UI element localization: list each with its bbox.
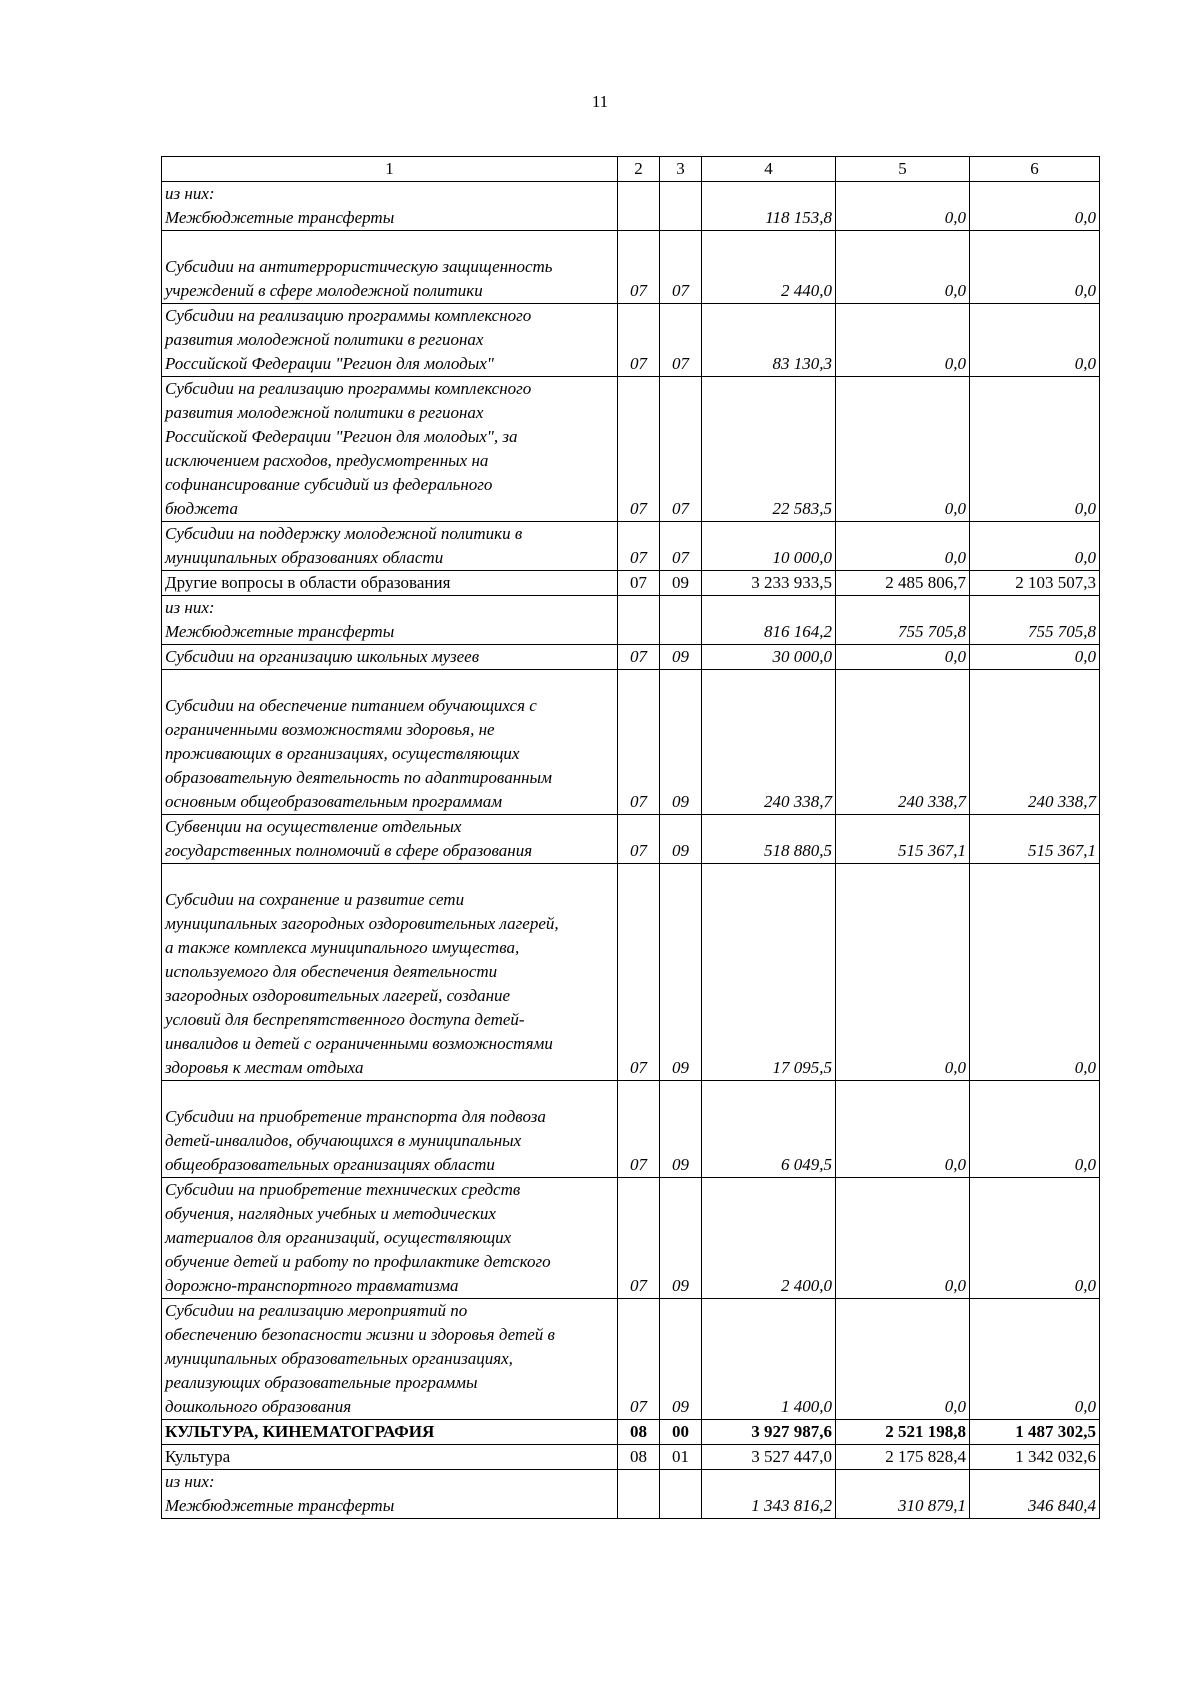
table-row: [162, 645, 1100, 670]
amount-cell-col5: 755 705,8: [836, 596, 970, 645]
row-name-line: обеспечению безопасности жизни и здоровья детей в: [165, 1325, 555, 1344]
row-name-line: обучение детей и работу по профилактике детского: [165, 1252, 551, 1271]
amount-cell-col5: 0,0: [836, 645, 970, 670]
row-name-line: Субсидии на поддержку молодежной политики в: [165, 524, 523, 543]
row-name-line: Межбюджетные трансферты: [165, 1496, 395, 1515]
row-name-line: общеобразовательных организациях области: [165, 1155, 495, 1174]
row-name-cell: [162, 1420, 618, 1445]
table-row: [162, 1081, 1100, 1178]
amount-cell-col5: 310 879,1: [836, 1470, 970, 1519]
amount-cell-col5: 0,0: [836, 377, 970, 522]
header-cell-2: 2: [618, 157, 660, 182]
amount-cell-col4: 1 343 816,2: [702, 1470, 836, 1519]
row-name-line: Субсидии на обеспечение питанием обучающихся с: [165, 696, 537, 715]
amount-cell-col6: 0,0: [970, 182, 1100, 231]
table-row: [162, 1445, 1100, 1470]
subsection-code-cell: 00: [660, 1420, 702, 1445]
amount-cell-col6: 0,0: [970, 1081, 1100, 1178]
row-name-cell: [162, 1081, 618, 1178]
amount-cell-col4: 17 095,5: [702, 864, 836, 1081]
section-code-cell: 08: [618, 1420, 660, 1445]
amount-cell-col4: 22 583,5: [702, 377, 836, 522]
amount-cell-col4: 6 049,5: [702, 1081, 836, 1178]
budget-table: [161, 156, 1100, 1519]
amount-cell-col6: 0,0: [970, 864, 1100, 1081]
amount-cell-col4: 118 153,8: [702, 182, 836, 231]
header-cell-4: 4: [702, 157, 836, 182]
amount-cell-col6: 0,0: [970, 377, 1100, 522]
amount-cell-col4: 3 527 447,0: [702, 1445, 836, 1470]
table-row: [162, 864, 1100, 1081]
section-code-cell: [618, 1470, 660, 1519]
row-name-line: Российской Федерации "Регион для молодых", за: [165, 427, 518, 446]
table-row: [162, 815, 1100, 864]
row-name-line: учреждений в сфере молодежной политики: [165, 281, 483, 300]
row-name-line: Межбюджетные трансферты: [165, 208, 395, 227]
header-row: [162, 157, 1100, 182]
amount-cell-col6: 346 840,4: [970, 1470, 1100, 1519]
row-name-cell: [162, 1470, 618, 1519]
section-code-cell: 07: [618, 670, 660, 815]
amount-cell-col5: 240 338,7: [836, 670, 970, 815]
subsection-code-cell: 09: [660, 1178, 702, 1299]
table-row: [162, 182, 1100, 231]
amount-cell-col6: 1 487 302,5: [970, 1420, 1100, 1445]
amount-cell-col4: 30 000,0: [702, 645, 836, 670]
row-name-line: проживающих в организациях, осуществляющих: [165, 744, 520, 763]
amount-cell-col6: 0,0: [970, 1299, 1100, 1420]
row-name-line: КУЛЬТУРА, КИНЕМАТОГРАФИЯ: [165, 1422, 435, 1441]
amount-cell-col5: 0,0: [836, 182, 970, 231]
row-name-cell: [162, 231, 618, 304]
section-code-cell: [618, 596, 660, 645]
section-code-cell: 08: [618, 1445, 660, 1470]
row-name-line: а также комплекса муниципального имущества,: [165, 938, 520, 957]
row-name-line: Субсидии на реализацию программы комплексного: [165, 306, 532, 325]
row-name-cell: [162, 377, 618, 522]
subsection-code-cell: [660, 596, 702, 645]
row-name-line: Культура: [165, 1447, 231, 1466]
section-code-cell: 07: [618, 1178, 660, 1299]
table-row: [162, 1470, 1100, 1519]
amount-cell-col6: 0,0: [970, 231, 1100, 304]
table-body: [162, 182, 1100, 1519]
table-row: [162, 571, 1100, 596]
amount-cell-col6: 755 705,8: [970, 596, 1100, 645]
row-name-cell: [162, 182, 618, 231]
row-name-line: Субвенции на осуществление отдельных: [165, 817, 462, 836]
amount-cell-col4: 3 927 987,6: [702, 1420, 836, 1445]
row-name-line: Российской Федерации "Регион для молодых": [165, 354, 494, 373]
row-name-line: Субсидии на приобретение транспорта для подвоза: [165, 1107, 546, 1126]
row-name-line: образовательную деятельность по адаптированным: [165, 768, 552, 787]
section-code-cell: 07: [618, 1081, 660, 1178]
amount-cell-col4: 2 440,0: [702, 231, 836, 304]
row-name-line: Субсидии на приобретение технических средств: [165, 1180, 521, 1199]
amount-cell-col5: 0,0: [836, 1299, 970, 1420]
row-name-line: развития молодежной политики в регионах: [165, 403, 484, 422]
row-name-line: реализующих образовательные программы: [165, 1373, 478, 1392]
row-name-line: муниципальных образовательных организациях,: [165, 1349, 513, 1368]
subsection-code-cell: 09: [660, 645, 702, 670]
row-name-line: используемого для обеспечения деятельности: [165, 962, 498, 981]
amount-cell-col6: 0,0: [970, 1178, 1100, 1299]
amount-cell-col5: 0,0: [836, 231, 970, 304]
amount-cell-col4: 3 233 933,5: [702, 571, 836, 596]
row-name-line: основным общеобразовательным программам: [165, 792, 503, 811]
row-name-line: инвалидов и детей с ограниченными возможностями: [165, 1034, 553, 1053]
amount-cell-col6: 0,0: [970, 645, 1100, 670]
table-row: [162, 1299, 1100, 1420]
row-name-line: из них:: [165, 1472, 215, 1491]
row-name-line: Субсидии на реализацию программы комплексного: [165, 379, 532, 398]
row-name-line: здоровья к местам отдыха: [165, 1058, 364, 1077]
amount-cell-col5: 0,0: [836, 1081, 970, 1178]
row-name-line: детей-инвалидов, обучающихся в муниципальных: [165, 1131, 522, 1150]
table-row: [162, 1420, 1100, 1445]
amount-cell-col4: 10 000,0: [702, 522, 836, 571]
row-name-line: из них:: [165, 598, 215, 617]
header-cell-6: 6: [970, 157, 1100, 182]
amount-cell-col5: 2 175 828,4: [836, 1445, 970, 1470]
subsection-code-cell: [660, 1470, 702, 1519]
section-code-cell: 07: [618, 864, 660, 1081]
amount-cell-col5: 2 485 806,7: [836, 571, 970, 596]
amount-cell-col6: 0,0: [970, 304, 1100, 377]
table-row: [162, 231, 1100, 304]
header-cell-5: 5: [836, 157, 970, 182]
row-name-line: бюджета: [165, 499, 239, 518]
section-code-cell: 07: [618, 231, 660, 304]
row-name-line: Межбюджетные трансферты: [165, 622, 395, 641]
row-name-line: загородных оздоровительных лагерей, создание: [165, 986, 511, 1005]
row-name-line: условий для беспрепятственного доступа детей-: [165, 1010, 525, 1029]
row-name-cell: [162, 645, 618, 670]
row-name-line: материалов для организаций, осуществляющих: [165, 1228, 512, 1247]
subsection-code-cell: 09: [660, 1299, 702, 1420]
row-name-cell: [162, 596, 618, 645]
section-code-cell: 07: [618, 645, 660, 670]
row-name-cell: [162, 1445, 618, 1470]
row-name-cell: [162, 864, 618, 1081]
table-row: [162, 304, 1100, 377]
amount-cell-col5: 0,0: [836, 1178, 970, 1299]
row-name-cell: [162, 522, 618, 571]
row-name-line: муниципальных образованиях области: [165, 548, 444, 567]
amount-cell-col4: 816 164,2: [702, 596, 836, 645]
amount-cell-col5: 2 521 198,8: [836, 1420, 970, 1445]
row-name-line: Субсидии на реализацию мероприятий по: [165, 1301, 468, 1320]
row-name-line: софинансирование субсидий из федерального: [165, 475, 493, 494]
row-name-line: исключением расходов, предусмотренных на: [165, 451, 489, 470]
table-row: [162, 670, 1100, 815]
subsection-code-cell: 07: [660, 304, 702, 377]
row-name-cell: [162, 1178, 618, 1299]
header-cell-3: 3: [660, 157, 702, 182]
amount-cell-col5: 515 367,1: [836, 815, 970, 864]
section-code-cell: 07: [618, 1299, 660, 1420]
amount-cell-col6: 0,0: [970, 522, 1100, 571]
row-name-line: развития молодежной политики в регионах: [165, 330, 484, 349]
amount-cell-col4: 83 130,3: [702, 304, 836, 377]
row-name-cell: [162, 571, 618, 596]
row-name-line: государственных полномочий в сфере образования: [165, 841, 533, 860]
row-name-line: Субсидии на организацию школьных музеев: [165, 647, 480, 666]
row-name-cell: [162, 304, 618, 377]
amount-cell-col6: 515 367,1: [970, 815, 1100, 864]
table-row: [162, 1178, 1100, 1299]
subsection-code-cell: 07: [660, 377, 702, 522]
amount-cell-col6: 2 103 507,3: [970, 571, 1100, 596]
table-row: [162, 596, 1100, 645]
amount-cell-col5: 0,0: [836, 864, 970, 1081]
amount-cell-col5: 0,0: [836, 522, 970, 571]
amount-cell-col6: 1 342 032,6: [970, 1445, 1100, 1470]
row-name-line: дорожно-транспортного травматизма: [165, 1276, 459, 1295]
section-code-cell: 07: [618, 571, 660, 596]
row-name-line: Субсидии на антитеррористическую защищенность: [165, 257, 553, 276]
row-name-line: муниципальных загородных оздоровительных лагерей,: [165, 914, 559, 933]
page-number: 11: [591, 92, 609, 111]
header-cell-1: 1: [162, 157, 618, 182]
subsection-code-cell: 09: [660, 571, 702, 596]
section-code-cell: 07: [618, 522, 660, 571]
amount-cell-col4: 1 400,0: [702, 1299, 836, 1420]
table-row: [162, 377, 1100, 522]
subsection-code-cell: 09: [660, 1081, 702, 1178]
subsection-code-cell: 01: [660, 1445, 702, 1470]
subsection-code-cell: 09: [660, 815, 702, 864]
row-name-line: Субсидии на сохранение и развитие сети: [165, 890, 465, 909]
section-code-cell: 07: [618, 815, 660, 864]
amount-cell-col4: 240 338,7: [702, 670, 836, 815]
row-name-line: ограниченными возможностями здоровья, не: [165, 720, 495, 739]
amount-cell-col5: 0,0: [836, 304, 970, 377]
amount-cell-col6: 240 338,7: [970, 670, 1100, 815]
subsection-code-cell: 09: [660, 864, 702, 1081]
row-name-cell: [162, 815, 618, 864]
subsection-code-cell: 07: [660, 522, 702, 571]
subsection-code-cell: 09: [660, 670, 702, 815]
row-name-cell: [162, 670, 618, 815]
amount-cell-col4: 518 880,5: [702, 815, 836, 864]
row-name-cell: [162, 1299, 618, 1420]
subsection-code-cell: [660, 182, 702, 231]
section-code-cell: 07: [618, 304, 660, 377]
row-name-line: обучения, наглядных учебных и методических: [165, 1204, 496, 1223]
amount-cell-col4: 2 400,0: [702, 1178, 836, 1299]
subsection-code-cell: 07: [660, 231, 702, 304]
row-name-line: дошкольного образования: [165, 1397, 352, 1416]
row-name-line: Другие вопросы в области образования: [165, 573, 451, 592]
row-name-line: из них:: [165, 184, 215, 203]
section-code-cell: [618, 182, 660, 231]
section-code-cell: 07: [618, 377, 660, 522]
table-row: [162, 522, 1100, 571]
